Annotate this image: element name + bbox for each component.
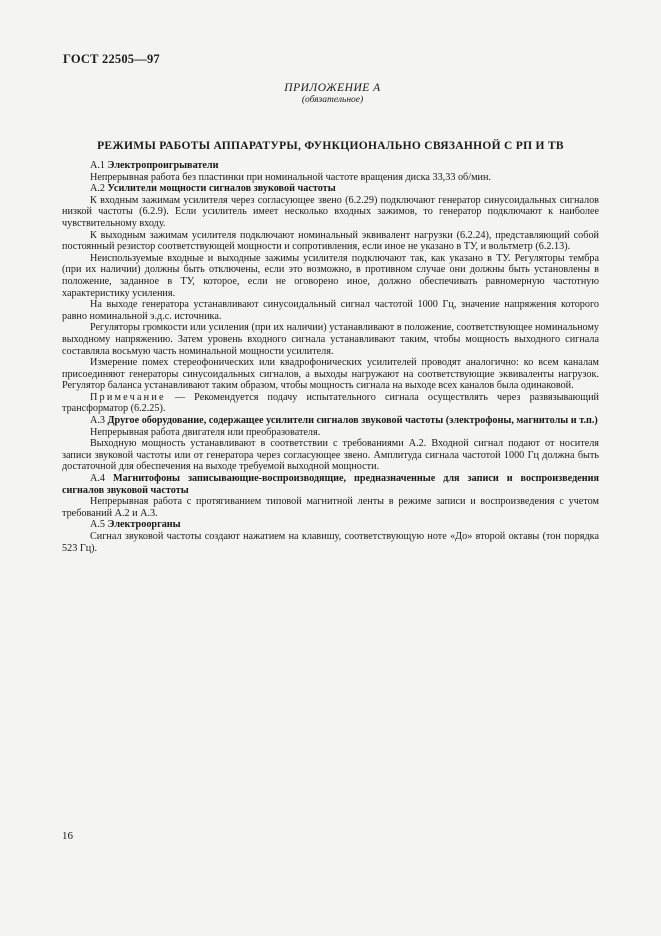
main-heading: РЕЖИМЫ РАБОТЫ АППАРАТУРЫ, ФУНКЦИОНАЛЬНО СВЯЗАННОЙ С РП И ТВ	[97, 140, 564, 152]
section-number: А.5	[90, 519, 105, 531]
document-id: ГОСТ 22505—97	[63, 52, 160, 66]
paragraph: Регуляторы громкости или усиления (при их наличии) устанавливают в положение, соответствующее номинальному выходному напряжению. Затем уровень входного сигнала устанавливают таким, чтобы мощность выходного сигнала составляла восьмую часть номинальной мощности усилителя.	[62, 322, 599, 357]
section-number: А.3	[90, 415, 105, 427]
section-number: А.4	[90, 473, 105, 485]
section-a4-heading	[62, 473, 599, 496]
paragraph: Выходную мощность устанавливают в соответствии с требованиями А.2. Входной сигнал подают от носителя записи звуковой частоты или от генератора через согласующее звено. Амплитуда сигнала частотой 1000 Гц должна быть достаточной для обеспечения на выходе требуемой выходной мощности.	[62, 438, 599, 473]
paragraph: Непрерывная работа двигателя или преобразователя.	[90, 426, 321, 438]
document-body	[62, 160, 599, 554]
appendix-subtitle: (обязательное)	[301, 95, 364, 105]
paragraph: Сигнал звуковой частоты создают нажатием на клавишу, соответствующую ноте «До» второй октавы (тон порядка 523 Гц).	[62, 531, 599, 554]
note-text: — Рекомендуется подачу испытательного сигнала осуществлять через развязывающий трансформатор (6.2.25).	[62, 391, 599, 415]
section-title: Другое оборудование, содержащее усилители сигналов звуковой частоты (электрофоны, магнитолы и т.п.)	[107, 415, 598, 427]
section-title: Электроорганы	[107, 519, 181, 531]
section-number: А.1	[90, 160, 105, 171]
section-number: А.2	[90, 183, 105, 195]
paragraph: К выходным зажимам усилителя подключают номинальный эквивалент нагрузки (6.2.24), представляющий собой постоянный резистор соответствующей мощности и сопротивления, если иное не указано в ТУ, и вольтметр (6.2.13).	[62, 229, 599, 253]
note	[62, 392, 599, 415]
paragraph: На выходе генератора устанавливают синусоидальный сигнал частотой 1000 Гц, значение напряжения которого равно номинальной э.д.с. источника.	[62, 299, 599, 322]
paragraph: Непрерывная работа без пластинки при номинальной частоте вращения диска 33,33 об/мин.	[90, 171, 491, 183]
section-a5-heading	[62, 519, 599, 531]
paragraph: Неиспользуемые входные и выходные зажимы усилителя подключают так, как указано в ТУ. Регуляторы тембра (при их наличии) должны быть отключены, если это возможно, в противном случае они должны быть установлены в положение, заданное в ТУ, которое, если не оговорено иное, должно обеспечивать равномерную частотную характеристику усиления.	[62, 252, 599, 299]
note-label: Примечание	[90, 391, 166, 403]
section-title: Электропроигрыватели	[107, 160, 219, 171]
section-a2-heading	[62, 183, 599, 195]
section-title: Усилители мощности сигналов звуковой частоты	[107, 183, 336, 195]
page-number: 16	[62, 830, 73, 842]
paragraph: К входным зажимам усилителя через согласующее звено (6.2.29) подключают генератор синусоидальных сигналов низкой частоты (6.2.9). Если усилитель имеет несколько входных зажимов, то генератор подключают к наиболее чувствительному входу.	[62, 194, 599, 229]
section-title: Магнитофоны записывающие-воспроизводящие, предназначенные для записи и воспроизведения сигналов звуковой частоты	[62, 473, 599, 496]
section-a3-heading	[62, 415, 599, 427]
section-a1-heading	[62, 160, 599, 172]
paragraph: Измерение помех стереофонических или квадрофонических усилителей проводят аналогично: ко всем каналам присоединяют генераторы синусоидальных сигналов, а выходы нагружают на соответствующие эквиваленты нагрузок. Регулятор баланса устанавливают таким образом, чтобы мощность сигнала на выходе всех каналов была одинаковой.	[62, 357, 599, 392]
appendix-title: ПРИЛОЖЕНИЕ А	[284, 82, 381, 94]
paragraph: Непрерывная работа с протягиванием типовой магнитной ленты в режиме записи и воспроизведения с учетом требований А.2 и А.3.	[62, 496, 599, 519]
